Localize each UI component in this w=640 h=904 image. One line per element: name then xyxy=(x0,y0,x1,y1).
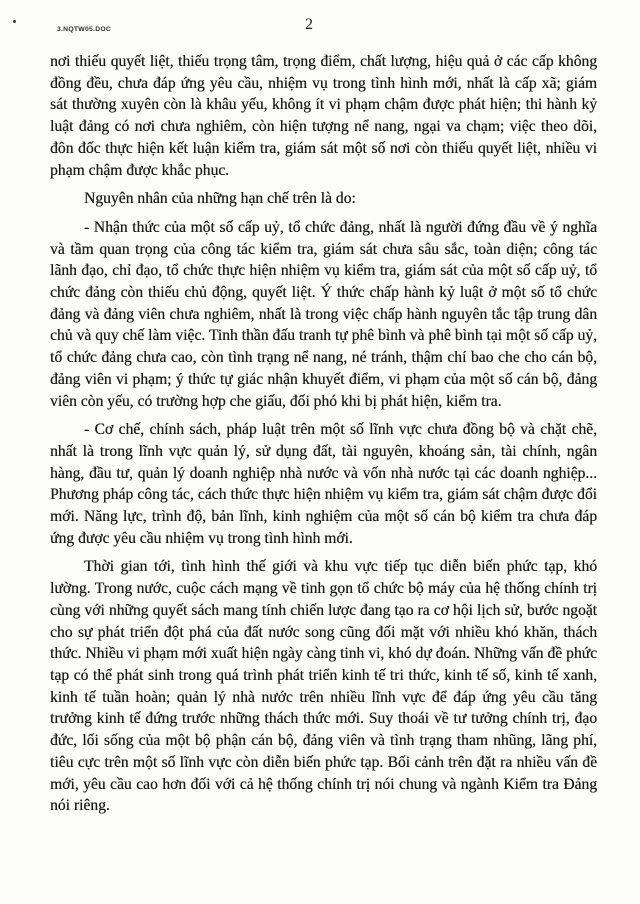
paragraph-continuation: nơi thiếu quyết liệt, thiếu trọng tâm, trọng điểm, chất lượng, hiệu quả ở các cấp không đồng đều, chưa đáp ứng yêu cầu, nhiệm vụ trong tình hình mới, nhất là cấp xã; giám sát thường xuyên còn là khâu yếu, không ít vi phạm chậm được phát hiện; thi hành kỷ luật đảng có nơi chưa nghiêm, còn hiện tượng nể nang, ngại va chạm; việc theo dõi, đôn đốc thực hiện kết luận kiểm tra, giám sát một số nơi còn thiếu quyết liệt, nhiều vi phạm chậm được khắc phục. xyxy=(50,53,597,179)
page-number: 2 xyxy=(305,16,313,33)
paragraph-causes-heading: Nguyên nhân của những hạn chế trên là do: xyxy=(84,190,356,208)
paragraph-cause-awareness: - Nhận thức của một số cấp uỷ, tổ chức đảng, nhất là người đứng đầu về ý nghĩa và tầm quan trọng của công tác kiểm tra, giám sát chưa sâu sắc, toàn diện; công tác lãnh đạo, chỉ đạo, tổ chức thực hiện nhiệm vụ kiểm tra, giám sát của một số cấp uỷ, tổ chức đảng còn thiếu chủ động, quyết liệt. Ý thức chấp hành kỷ luật ở một số tổ chức đảng và đảng viên chưa nghiêm, nhất là trong việc chấp hành nguyên tắc tập trung dân chủ và quy chế làm việc. Tinh thần đấu tranh tự phê bình và phê bình tại một số cấp uỷ, tổ chức đảng chưa cao, còn tình trạng nể nang, né tránh, thậm chí bao che cho cán bộ, đảng viên vi phạm; ý thức tự giác nhận khuyết điểm, vi phạm của một số cán bộ, đảng viên còn yếu, có trường hợp che giấu, đối phó khi bị phát hiện, kiểm tra. xyxy=(50,218,597,410)
paragraph-cause-mechanisms: - Cơ chế, chính sách, pháp luật trên một số lĩnh vực chưa đồng bộ và chặt chẽ, nhất là trong lĩnh vực quản lý, sử dụng đất, tài nguyên, khoáng sản, tài chính, ngân hàng, đầu tư, quản lý doanh nghiệp nhà nước và vốn nhà nước tại các doanh nghiệp... Phương pháp công tác, cách thức thực hiện nhiệm vụ kiểm tra, giám sát chậm được đổi mới. Năng lực, trình độ, bản lĩnh, kinh nghiệm của một số cán bộ kiểm tra chưa đáp ứng được yêu cầu nhiệm vụ trong tình hình mới. xyxy=(50,421,597,547)
page-header xyxy=(0,14,640,42)
paragraph-outlook: Thời gian tới, tình hình thế giới và khu vực tiếp tục diễn biến phức tạp, khó lường. Trong nước, cuộc cách mạng về tinh gọn tổ chức bộ máy của hệ thống chính trị cùng với những quyết sách mang tính chiến lược đang tạo ra cơ hội lịch sử, bước ngoặt cho sự phát triển đột phá của đất nước song cũng đối mặt với nhiều khó khăn, thách thức. Nhiều vi phạm mới xuất hiện ngày càng tinh vi, khó dự đoán. Những vấn đề phức tạp có thể phát sinh trong quá trình phát triển kinh tế tri thức, kinh tế số, kinh tế xanh, kinh tế tuần hoàn; quản lý nhà nước trên nhiều lĩnh vực để đáp ứng yêu cầu tăng trưởng kinh tế đứng trước những thách thức mới. Suy thoái về tư tưởng chính trị, đạo đức, lối sống của một bộ phận cán bộ, đảng viên và tình trạng tham nhũng, lãng phí, tiêu cực trên một số lĩnh vực còn diễn biến phức tạp. Bối cảnh trên đặt ra nhiều vấn đề mới, yêu cầu cao hơn đối với cả hệ thống chính trị nói chung và ngành Kiểm tra Đảng nói riêng. xyxy=(50,558,597,815)
document-filename: 3.NQTW05.DOC xyxy=(57,25,112,33)
document-body xyxy=(50,51,597,824)
